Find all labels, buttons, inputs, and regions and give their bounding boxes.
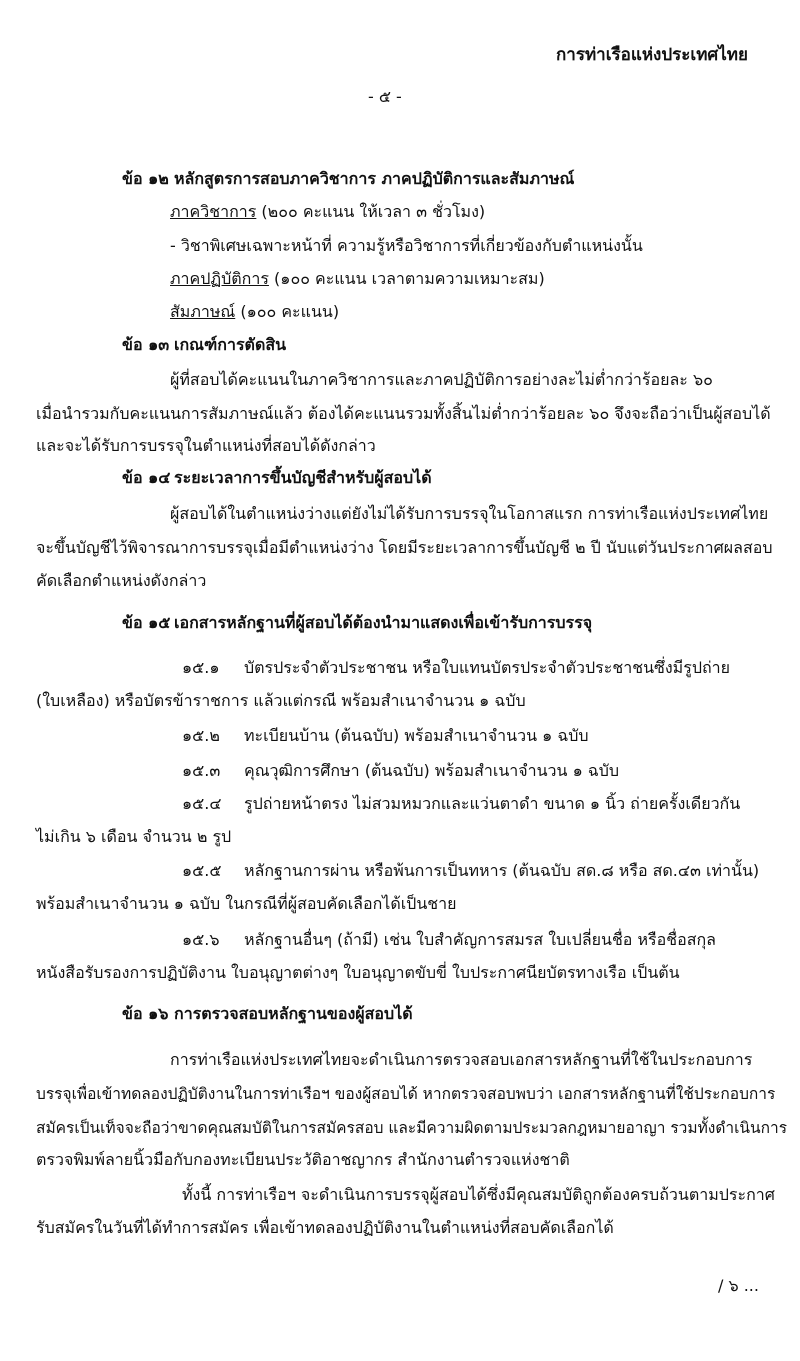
- academic-part: [170, 201, 485, 223]
- section-15-title: เอกสารหลักฐานที่ผู้สอบได้ต้องนำมาแสดงเพื่อเข้ารับการบรรจุ: [174, 613, 593, 632]
- academic-subject: - วิชาพิเศษเฉพาะหน้าที่ ความรู้หรือวิชาการที่เกี่ยวข้องกับตำแหน่งนั้น: [170, 236, 643, 255]
- document-item: [182, 860, 759, 882]
- section-14-heading: [122, 467, 432, 489]
- item-continuation: พร้อมสำเนาจำนวน ๑ ฉบับ ในกรณีที่ผู้สอบคัดเลือกได้เป็นชาย: [36, 894, 457, 913]
- document-item: [182, 760, 619, 782]
- interview-part: [170, 301, 339, 323]
- document-item: [182, 929, 716, 951]
- section-16-label: ข้อ ๑๖: [122, 1004, 169, 1023]
- page-number: - ๕ -: [368, 87, 402, 106]
- section-16-title: การตรวจสอบหลักฐานของผู้สอบได้: [174, 1004, 413, 1023]
- section-13-label: ข้อ ๑๓: [122, 335, 170, 354]
- item-text: รูปถ่ายหน้าตรง ไม่สวมหมวกและแว่นตาดำ ขนาด ๑ นิ้ว ถ่ายครั้งเดียวกัน: [244, 794, 741, 813]
- paragraph-line: ทั้งนี้ การท่าเรือฯ จะดำเนินการบรรจุผู้สอบได้ซึ่งมีคุณสมบัติถูกต้องครบถ้วนตามประกาศ: [182, 1185, 775, 1204]
- interview-label: สัมภาษณ์: [170, 302, 236, 321]
- paragraph-line: จะขึ้นบัญชีไว้พิจารณาการบรรจุเมื่อมีตำแหน่งว่าง โดยมีระยะเวลาการขึ้นบัญชี ๒ ปี นับแต่วันประกาศผลสอบ: [36, 538, 773, 557]
- section-14-title: ระยะเวลาการขึ้นบัญชีสำหรับผู้สอบได้: [174, 468, 432, 487]
- paragraph-line: คัดเลือกตำแหน่งดังกล่าว: [36, 571, 207, 590]
- item-number: ๑๕.๑: [182, 658, 220, 677]
- item-number: ๑๕.๕: [182, 861, 222, 880]
- practical-detail: (๑๐๐ คะแนน เวลาตามความเหมาะสม): [268, 269, 545, 288]
- academic-detail: (๒๐๐ คะแนน ให้เวลา ๓ ชั่วโมง): [256, 202, 486, 221]
- section-12-title: หลักสูตรการสอบภาควิชาการ ภาคปฏิบัติการและสัมภาษณ์: [174, 169, 575, 188]
- paragraph-line: เมื่อนำรวมกับคะแนนการสัมภาษณ์แล้ว ต้องได้คะแนนรวมทั้งสิ้นไม่ต่ำกว่าร้อยละ ๖๐ จึงจะถือว่าเป็นผู้สอบได้: [36, 404, 771, 423]
- paragraph-line: และจะได้รับการบรรจุในตำแหน่งที่สอบได้ดังกล่าว: [36, 436, 376, 455]
- item-text: หลักฐานอื่นๆ (ถ้ามี) เช่น ใบสำคัญการสมรส ใบเปลี่ยนชื่อ หรือชื่อสกุล: [244, 930, 716, 949]
- section-12-heading: [122, 168, 574, 190]
- item-text: บัตรประจำตัวประชาชน หรือใบแทนบัตรประจำตัวประชาชนซึ่งมีรูปถ่าย: [244, 658, 731, 677]
- paragraph-line: ผู้สอบได้ในตำแหน่งว่างแต่ยังไม่ได้รับการบรรจุในโอกาสแรก การท่าเรือแห่งประเทศไทย: [170, 504, 769, 523]
- practical-part: [170, 268, 545, 290]
- section-14-label: ข้อ ๑๔: [122, 468, 171, 487]
- interview-detail: (๑๐๐ คะแนน): [235, 302, 340, 321]
- item-number: ๑๕.๔: [182, 794, 222, 813]
- item-continuation: ไม่เกิน ๖ เดือน จำนวน ๒ รูป: [36, 827, 232, 846]
- paragraph-line: ผู้ที่สอบได้คะแนนในภาควิชาการและภาคปฏิบัติการอย่างละไม่ต่ำกว่าร้อยละ ๖๐: [170, 370, 713, 389]
- document-item: [182, 725, 589, 747]
- section-13-heading: [122, 334, 286, 356]
- item-text: หลักฐานการผ่าน หรือพ้นการเป็นทหาร (ต้นฉบับ สด.๘ หรือ สด.๔๓ เท่านั้น): [244, 861, 760, 880]
- paragraph-line: บรรจุเพื่อเข้าทดลองปฏิบัติงานในการท่าเรือฯ ของผู้สอบได้ หากตรวจสอบพบว่า เอกสารหลักฐานที่ใช้ประกอบการ: [36, 1085, 776, 1103]
- section-15-heading: [122, 612, 592, 634]
- item-number: ๑๕.๒: [182, 726, 220, 745]
- item-text: คุณวุฒิการศึกษา (ต้นฉบับ) พร้อมสำเนาจำนวน ๑ ฉบับ: [244, 761, 620, 780]
- item-continuation: หนังสือรับรองการปฏิบัติงาน ใบอนุญาตต่างๆ ใบอนุญาตขับขี่ ใบประกาศนียบัตรทางเรือ เป็นต้น: [36, 963, 680, 982]
- section-15-label: ข้อ ๑๕: [122, 613, 171, 632]
- paragraph-line: สมัครเป็นเท็จจะถือว่าขาดคุณสมบัติในการสมัครสอบ และมีความผิดตามประมวลกฎหมายอาญา รวมทั้งดำเนินการ: [36, 1119, 788, 1137]
- academic-label: ภาควิชาการ: [170, 202, 257, 221]
- item-number: ๑๕.๖: [182, 930, 220, 949]
- item-continuation: (ใบเหลือง) หรือบัตรข้าราชการ แล้วแต่กรณี พร้อมสำเนาจำนวน ๑ ฉบับ: [36, 691, 526, 710]
- item-text: ทะเบียนบ้าน (ต้นฉบับ) พร้อมสำเนาจำนวน ๑ ฉบับ: [244, 726, 589, 745]
- paragraph-line: การท่าเรือแห่งประเทศไทยจะดำเนินการตรวจสอบเอกสารหลักฐานที่ใช้ในประกอบการ: [170, 1050, 753, 1069]
- section-13-title: เกณฑ์การตัดสิน: [174, 335, 287, 354]
- organization-header: การท่าเรือแห่งประเทศไทย: [556, 45, 748, 65]
- paragraph-line: ตรวจพิมพ์ลายนิ้วมือกับกองทะเบียนประวัติอาชญากร สำนักงานตำรวจแห่งชาติ: [36, 1150, 570, 1169]
- next-page-marker: / ๖ ...: [718, 1276, 759, 1295]
- document-item: [182, 793, 740, 815]
- section-16-heading: [122, 1003, 413, 1025]
- practical-label: ภาคปฏิบัติการ: [170, 269, 269, 288]
- item-number: ๑๕.๓: [182, 761, 221, 780]
- section-12-label: ข้อ ๑๒: [122, 169, 169, 188]
- document-item: [182, 657, 730, 679]
- paragraph-line: รับสมัครในวันที่ได้ทำการสมัคร เพื่อเข้าทดลองปฏิบัติงานในตำแหน่งที่สอบคัดเลือกได้: [36, 1218, 614, 1237]
